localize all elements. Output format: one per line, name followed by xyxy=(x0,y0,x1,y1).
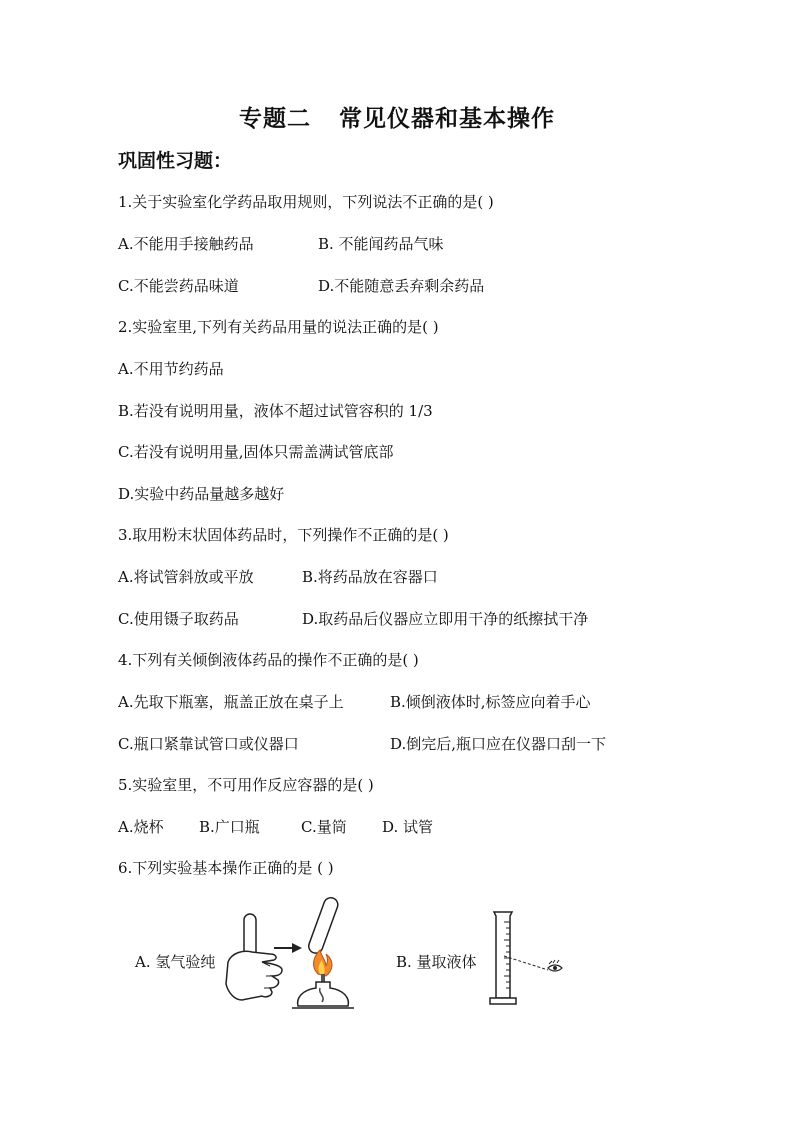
question-6-stem: 6.下列实验基本操作正确的是 ( ) xyxy=(118,859,334,877)
question-5-option-b: B.广口瓶 xyxy=(199,818,260,836)
question-2-stem: 2.实验室里,下列有关药品用量的说法正确的是( ) xyxy=(118,318,439,336)
question-2-option-b: B.若没有说明用量，液体不超过试管容积的 1/3 xyxy=(118,402,433,420)
alcohol-lamp-icon xyxy=(298,982,349,1006)
title-topic-name: 常见仪器和基本操作 xyxy=(339,105,555,132)
question-1-option-c: C.不能尝药品味道 xyxy=(118,277,239,295)
measure-liquid-figure xyxy=(486,908,576,1012)
question-1-option-b: B. 不能闻药品气味 xyxy=(318,235,444,253)
question-4-option-a: A.先取下瓶塞，瓶盖正放在桌子上 xyxy=(118,693,344,711)
question-5-option-c: C.量筒 xyxy=(301,818,347,836)
question-2-option-c: C.若没有说明用量,固体只需盖满试管底部 xyxy=(118,443,394,461)
page-title xyxy=(0,100,794,133)
question-1-option-d: D.不能随意丢弃剩余药品 xyxy=(318,277,485,295)
question-3-option-a: A.将试管斜放或平放 xyxy=(118,568,254,586)
question-4-option-c: C.瓶口紧靠试管口或仪器口 xyxy=(118,735,299,753)
question-5-stem: 5.实验室里，不可用作反应容器的是( ) xyxy=(118,776,374,794)
question-4-option-d: D.倒完后,瓶口应在仪器口刮一下 xyxy=(390,735,607,753)
inverted-test-tube xyxy=(307,896,340,955)
hand-icon xyxy=(226,951,282,1000)
question-1-option-a: A.不能用手接触药品 xyxy=(118,235,254,253)
question-5-option-d: D. 试管 xyxy=(382,818,434,836)
question-2-option-d: D.实验中药品量越多越好 xyxy=(118,485,285,503)
question-3-option-d: D.取药品后仪器应立即用干净的纸擦拭干净 xyxy=(302,610,589,628)
title-topic-number: 专题二 xyxy=(239,105,311,132)
question-3-option-c: C.使用镊子取药品 xyxy=(118,610,239,628)
question-4-option-b: B.倾倒液体时,标签应向着手心 xyxy=(390,693,591,711)
question-5-option-a: A.烧杯 xyxy=(118,818,164,836)
question-2-option-a: A.不用节约药品 xyxy=(118,360,224,378)
measuring-cylinder-icon xyxy=(494,912,512,998)
question-6-option-a: A. 氢气验纯 xyxy=(135,953,216,971)
question-3-option-b: B.将药品放在容器口 xyxy=(302,568,438,586)
hydrogen-purity-test-figure xyxy=(222,896,362,1016)
question-3-stem: 3.取用粉末状固体药品时，下列操作不正确的是( ) xyxy=(118,526,449,544)
section-heading: 巩固性习题： xyxy=(118,150,233,172)
question-4-stem: 4.下列有关倾倒液体药品的操作不正确的是( ) xyxy=(118,651,419,669)
question-1-stem: 1.关于实验室化学药品取用规则，下列说法不正确的是( ) xyxy=(118,193,494,211)
question-6-option-b: B. 量取液体 xyxy=(396,953,477,971)
